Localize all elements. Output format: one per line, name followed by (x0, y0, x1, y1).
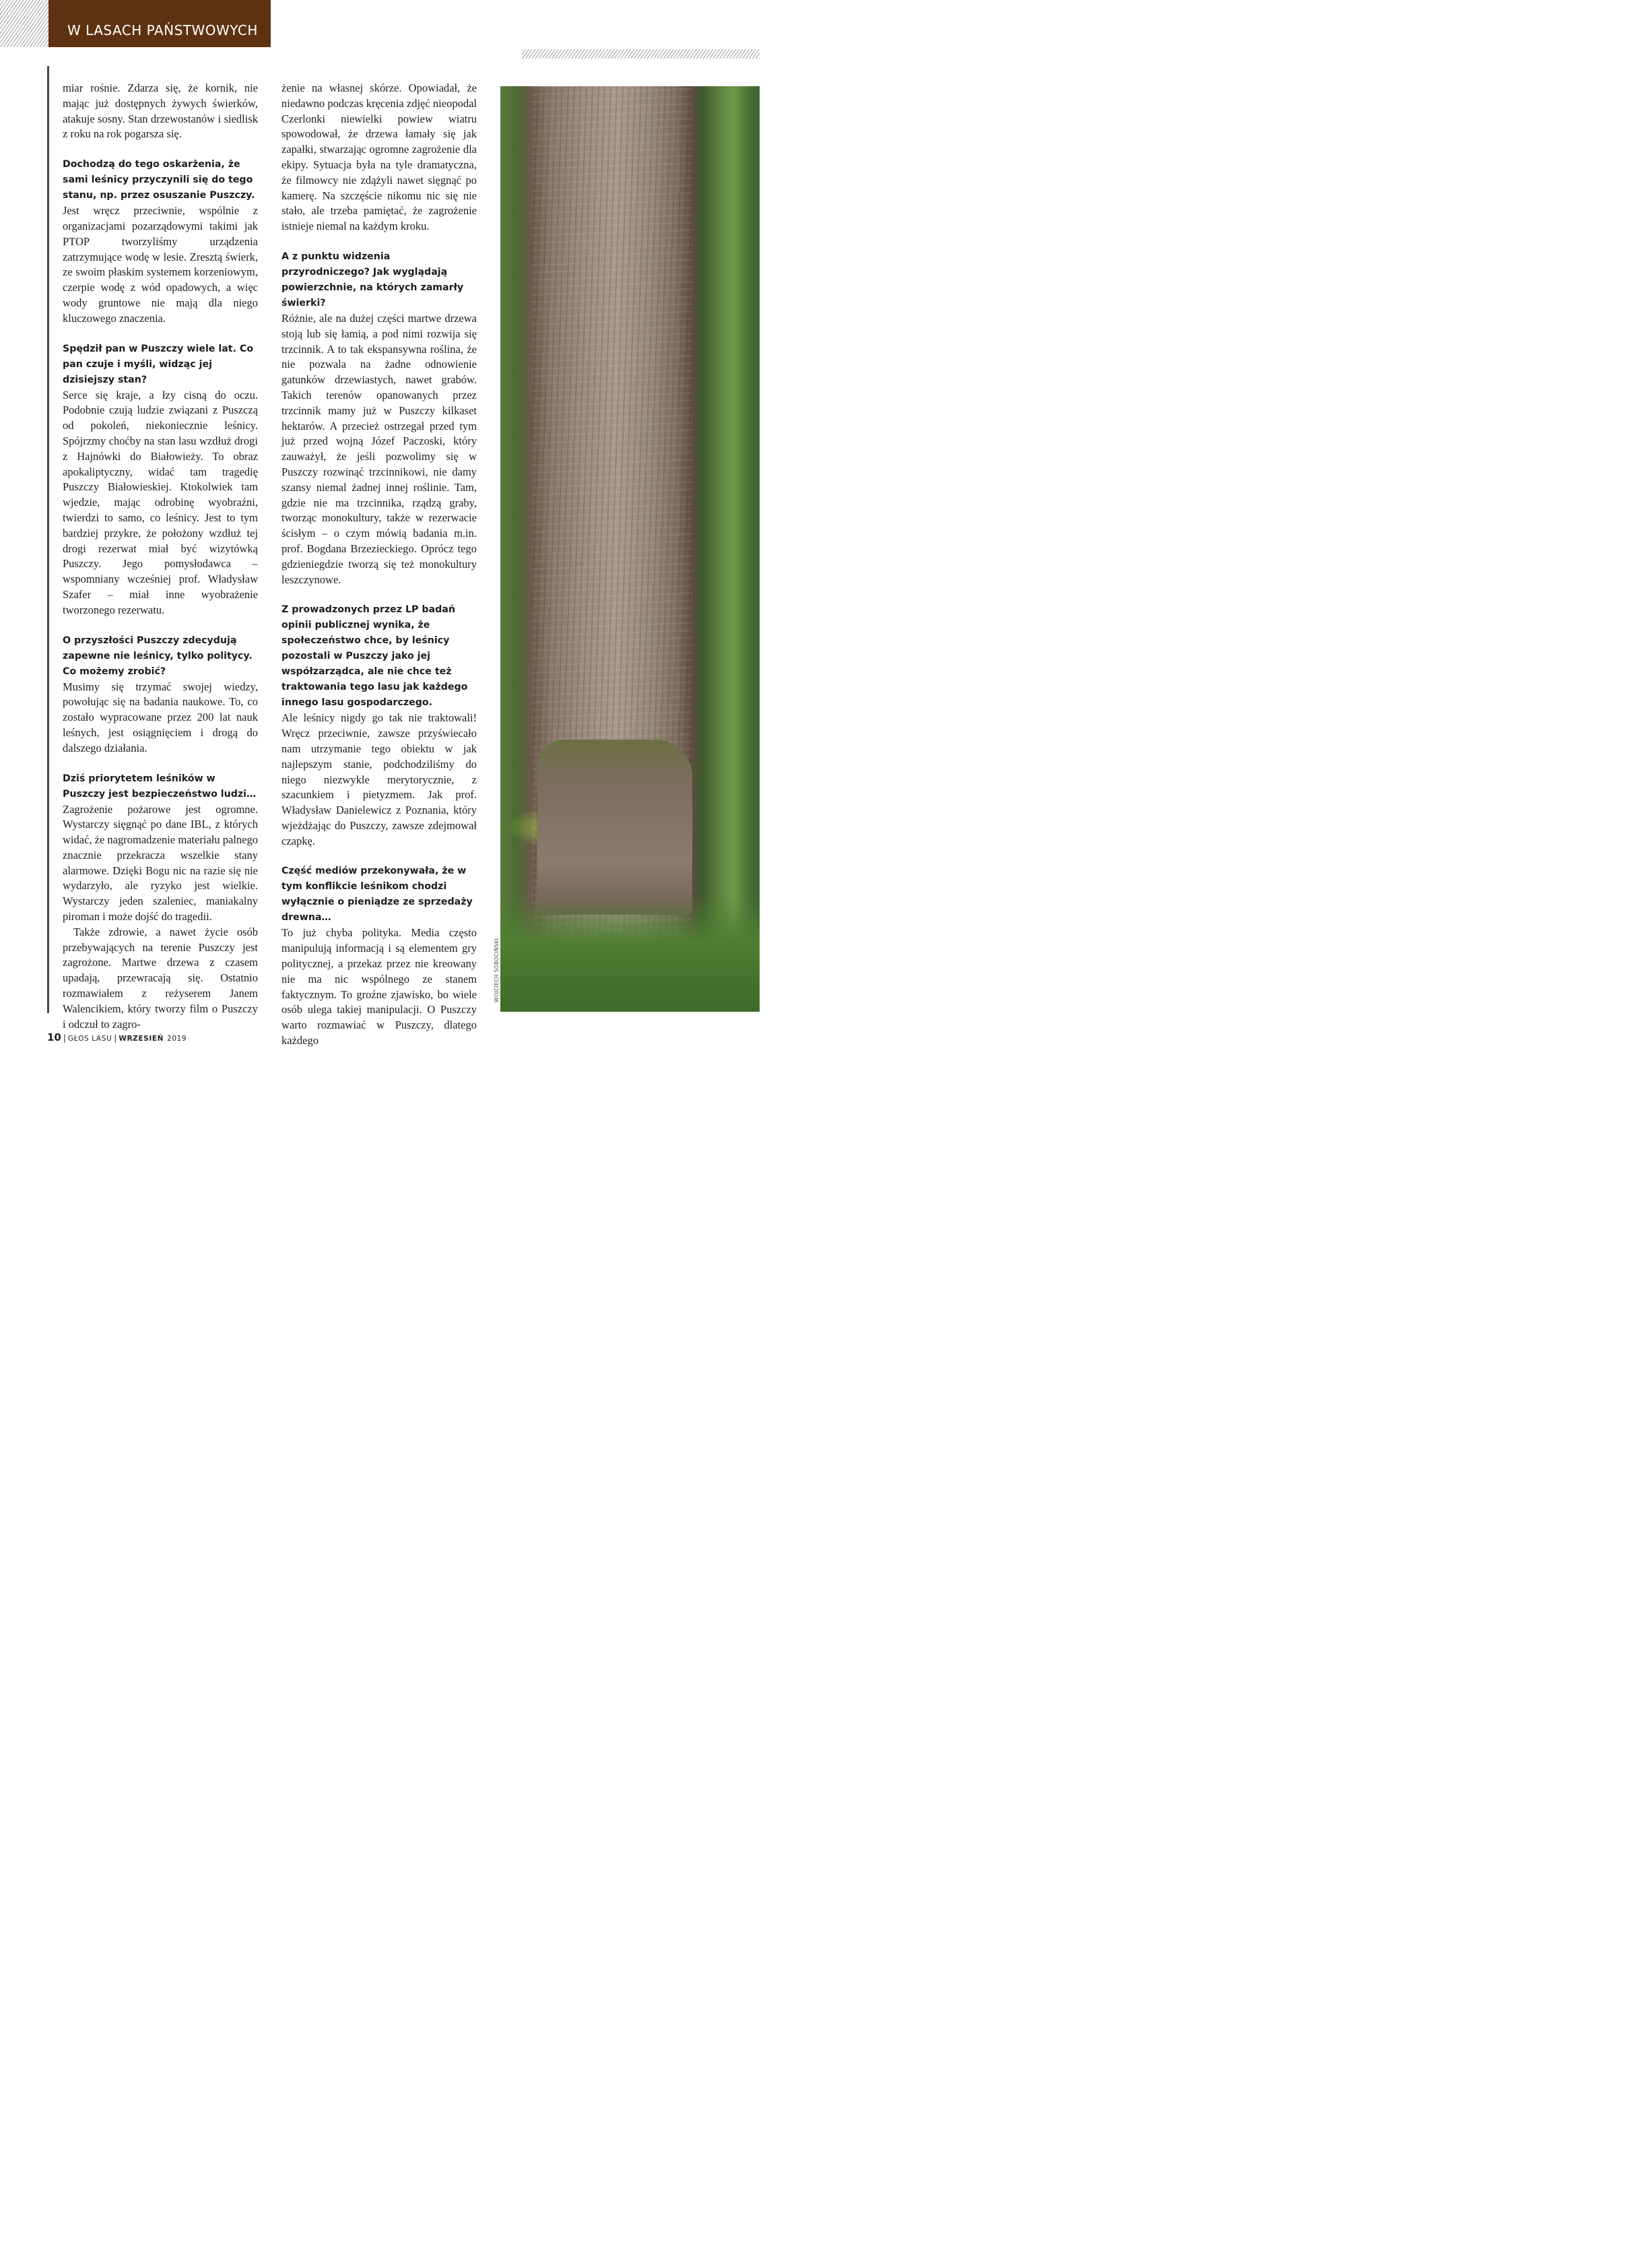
header-hatch-decoration (0, 0, 48, 47)
interview-answer: Zagrożenie pożarowe jest ogromne. Wystarczy sięgnąć po dane IBL, z których widać, że nagromadzenie materiału palnego znacznie przekracza wszelkie stany alarmowe. Dzięki Bogu nic na razie się nie wydarzyło, ale ryzyko jest wielkie. Wystarczy jeden szaleniec, maniakalny piroman i może dojść do tragedii. (63, 802, 258, 924)
page-number: 10 (47, 1031, 61, 1043)
interview-question: Część mediów przekonywała, że w tym konflikcie leśnikom chodzi wyłącznie o pieniądze ze sprzedaży drewna… (281, 866, 473, 924)
issue-month: WRZESIEŃ (119, 1035, 164, 1043)
interview-answer: Jest wręcz przeciwnie, wspólnie z organizacjami pozarządowymi takimi jak PTOP tworzyliśmy urządzenia zatrzymujące wodę w lesie. Zresztą świerk, ze swoim płaskim systemem korzeniowym, czerpie wodę z wód opadowych, a więc wody gruntowe nie mają dla niego kluczowego znaczenia. (63, 204, 258, 325)
footer-separator: | (114, 1033, 117, 1043)
interview-answer: Ale leśnicy nigdy go tak nie traktowali! Wręcz przeciwnie, zawsze przyświecało nam utrzymanie tego obiektu w jak najlepszym stanie, podchodziliśmy do niego niezwykle merytorycznie, z szacunkiem i pietyzmem. Jak prof. Władysław Danielewicz z Poznania, który wjeżdżając do Puszczy, zawsze zdejmował czapkę. (281, 711, 477, 847)
column-rule (47, 66, 49, 1013)
paragraph: żenie na własnej skórze. Opowiadał, że niedawno podczas kręcenia zdjęć nieopodal Czerlonki niewielki powiew wiatru spowodował, że drzewa łamały się jak zapałki, stwarzając ogromne zagrożenie dla ekipy. Sytuacja była na tyle dramatyczna, że filmowcy nie zdążyli nawet sięgnąć po kamerę. Na szczęście nikomu nic się nie stało, ale trzeba pamiętać, że zagrożenie istnieje niemal na każdym kroku. (281, 82, 477, 233)
footer-separator: | (63, 1033, 66, 1043)
interview-question: Dochodzą do tego oskarżenia, że sami leśnicy przyczynili się do tego stanu, np. przez osuszanie Puszczy. (63, 159, 255, 201)
page-footer (47, 1031, 187, 1043)
magazine-name: GŁOS LASU (67, 1035, 112, 1043)
interview-answer-continued: Także zdrowie, a nawet życie osób przebywających na terenie Puszczy jest zagrożone. Martwe drzewa z czasem upadają, przewracają się. Ostatnio rozmawiałem z reżyserem Janem Walencikiem, który tworzy film o Puszczy i odczuł to zagro- (63, 925, 258, 1031)
interview-answer: To już chyba polityka. Media często manipulują informacją i są elementem gry politycznej, a przekaz przez nie kreowany nie ma nic wspólnego ze stanem faktycznym. To groźne zjawisko, bo wiele osób ulega takiej manipulacji. O Puszczy warto rozmawiać w Puszczy, dlatego każdego (281, 926, 477, 1047)
section-title: W LASACH PAŃSTWOWYCH (67, 22, 258, 38)
interview-answer: Różnie, ale na dużej części martwe drzewa stoją lub się łamią, a pod nimi rozwija się trzcinnik. A to tak ekspansywna roślina, że nie pozwala na żadne odnowienie gatunków drzewiastych, nawet grabów. Takich terenów opanowanych przez trzcinnik mamy już w Puszczy kilkaset hektarów. A przecież ostrzegał przed tym już przed wojną Józef Paczoski, który zauważył, że jeśli pozwolimy się w Puszczy rozwinąć trzcinnikowi, nie damy szansy niemal żadnej innej roślinie. Tam, gdzie nie ma trzcinnika, rządzą graby, tworząc monokultury, także w rezerwacie ścisłym – o czym mówią badania m.in. prof. Bogdana Brzezieckiego. Oprócz tego gdzieniegdzie tworzą się też monokultury leszczynowe. (281, 311, 477, 586)
interview-question: O przyszłości Puszczy zdecydują zapewne nie leśnicy, tylko politycy. Co możemy zrobić? (63, 635, 253, 677)
interview-answer: Serce się kraje, a łzy cisną do oczu. Podobnie czują ludzie związani z Puszczą od pokoleń, niekoniecznie leśnicy. Spójrzmy choćby na stan lasu wzdłuż drogi z Hajnówki do Białowieży. To obraz apokaliptyczny, widać tam tragedię Puszczy Białowieskiej. Ktokolwiek tam wjedzie, mając odrobinę wyobraźni, twierdzi to samo, co leśnicy. Jest to tym bardziej przykre, że położony wzdłuż tej drogi rezerwat miał być wizytówką Puszczy. Jego pomysłodawca – wspomniany wcześniej prof. Władysław Szafer – miał inne wyobrażenie tworzonego rezerwatu. (63, 388, 258, 616)
interview-question: A z punktu widzenia przyrodniczego? Jak wyglądają powierzchnie, na których zamarły świerki? (281, 251, 464, 309)
mossy-stump (537, 740, 692, 915)
paragraph: miar rośnie. Zdarza się, że kornik, nie mając już dostępnych żywych świerków, atakuje sosny. Stan drzewostanów i siedlisk z roku na rok pogarsza się. (63, 82, 258, 141)
interview-question: Z prowadzonych przez LP badań opinii publicznej wynika, że społeczeństwo chce, by leśnicy pozostali w Puszczy jako jej współzarządca, ale nie chce też traktowania tego lasu jak każdego innego lasu gospodarczego. (281, 604, 468, 709)
issue-year: 2019 (167, 1035, 187, 1043)
header-hatch-stripe (522, 49, 760, 59)
text-column-left (63, 81, 258, 1032)
text-column-middle (281, 81, 477, 1049)
forest-tree-photo (500, 86, 760, 1012)
interview-question: Dziś priorytetem leśników w Puszczy jest bezpieczeństwo ludzi… (63, 773, 257, 800)
interview-answer: Musimy się trzymać swojej wiedzy, powołując się na badania naukowe. To, co zostało wypracowane przez 200 lat nauk leśnych, jest osiągnięciem i drogą do dalszego działania. (63, 680, 258, 754)
interview-question: Spędził pan w Puszczy wiele lat. Co pan czuje i myśli, widząc jej dzisiejszy stan? (63, 343, 254, 385)
photo-credit: WOJCIECH SOBOCIŃSKI (494, 938, 500, 1002)
forest-floor (500, 897, 760, 1012)
